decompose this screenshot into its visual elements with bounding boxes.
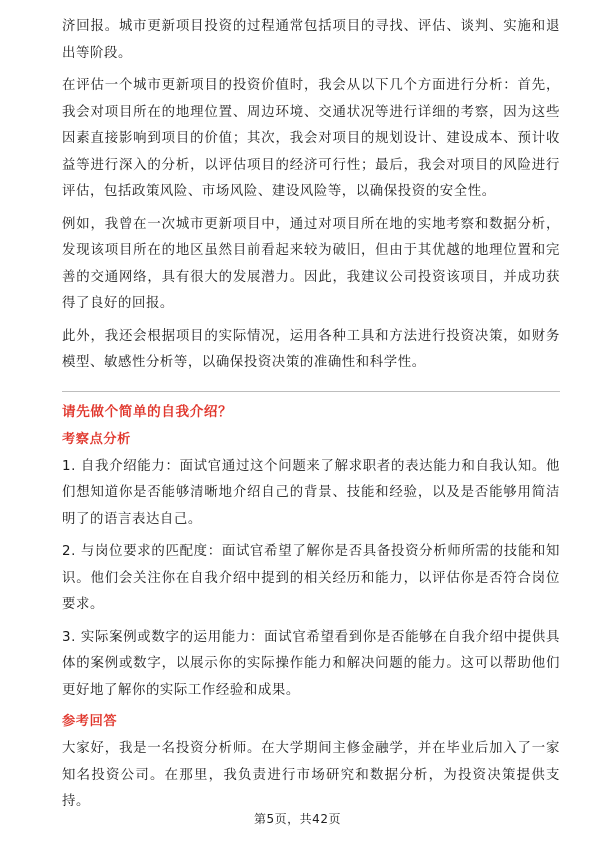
analysis-point: 3. 实际案例或数字的运用能力：面试官希望看到你是否能够在自我介绍中提供具体的案例或数字，以展示你的实际操作能力和解决问题的能力。这可以帮助他们更好地了解你的实际工作经验和成果。 <box>62 629 560 698</box>
page-footer: 第5页，共42页 <box>254 812 341 826</box>
intro-paragraph: 济回报。城市更新项目投资的过程通常包括项目的寻找、评估、谈判、实施和退出等阶段。 <box>62 19 560 61</box>
analysis-point: 1. 自我介绍能力：面试官通过这个问题来了解求职者的表达能力和自我认知。他们想知道你是否能够清晰地介绍自己的背景、技能和经验，以及是否能够用简洁明了的语言表达自己。 <box>62 458 560 527</box>
page-content <box>62 14 560 822</box>
answer-paragraph: 大家好，我是一名投资分析师。在大学期间主修金融学，并在毕业后加入了一家知名投资公司。在那里，我负责进行市场研究和数据分析，为投资决策提供支持。 <box>62 741 560 809</box>
section-divider <box>62 391 560 392</box>
question-title: 请先做个简单的自我介绍？ <box>62 403 233 420</box>
analysis-point: 2. 与岗位要求的匹配度：面试官希望了解你是否具备投资分析师所需的技能和知识。他们会关注你在自我介绍中提到的相关经历和能力，以评估你是否符合岗位要求。 <box>62 544 560 612</box>
intro-paragraph: 此外，我还会根据项目的实际情况，运用各种工具和方法进行投资决策，如财务模型、敏感性分析等，以确保投资决策的准确性和科学性。 <box>62 328 560 370</box>
intro-paragraph: 在评估一个城市更新项目的投资价值时，我会从以下几个方面进行分析：首先，我会对项目所在的地理位置、周边环境、交通状况等进行详细的考察，因为这些因素直接影响到项目的价值；其次，我会对项目的规划设计、建设成本、预计收益等进行深入的分析，以评估项目的经济可行性；最后，我会对项目的风险进行评估，包括政策风险、市场风险、建设风险等，以确保投资的安全性。 <box>62 78 560 199</box>
intro-paragraph: 例如，我曾在一次城市更新项目中，通过对项目所在地的实地考察和数据分析，发现该项目所在的地区虽然目前看起来较为破旧，但由于其优越的地理位置和完善的交通网络，具有很大的发展潜力。因此，我建议公司投资该项目，并成功获得了良好的回报。 <box>62 216 560 311</box>
answer-heading: 参考回答 <box>62 714 118 729</box>
analysis-heading: 考察点分析 <box>62 431 131 447</box>
